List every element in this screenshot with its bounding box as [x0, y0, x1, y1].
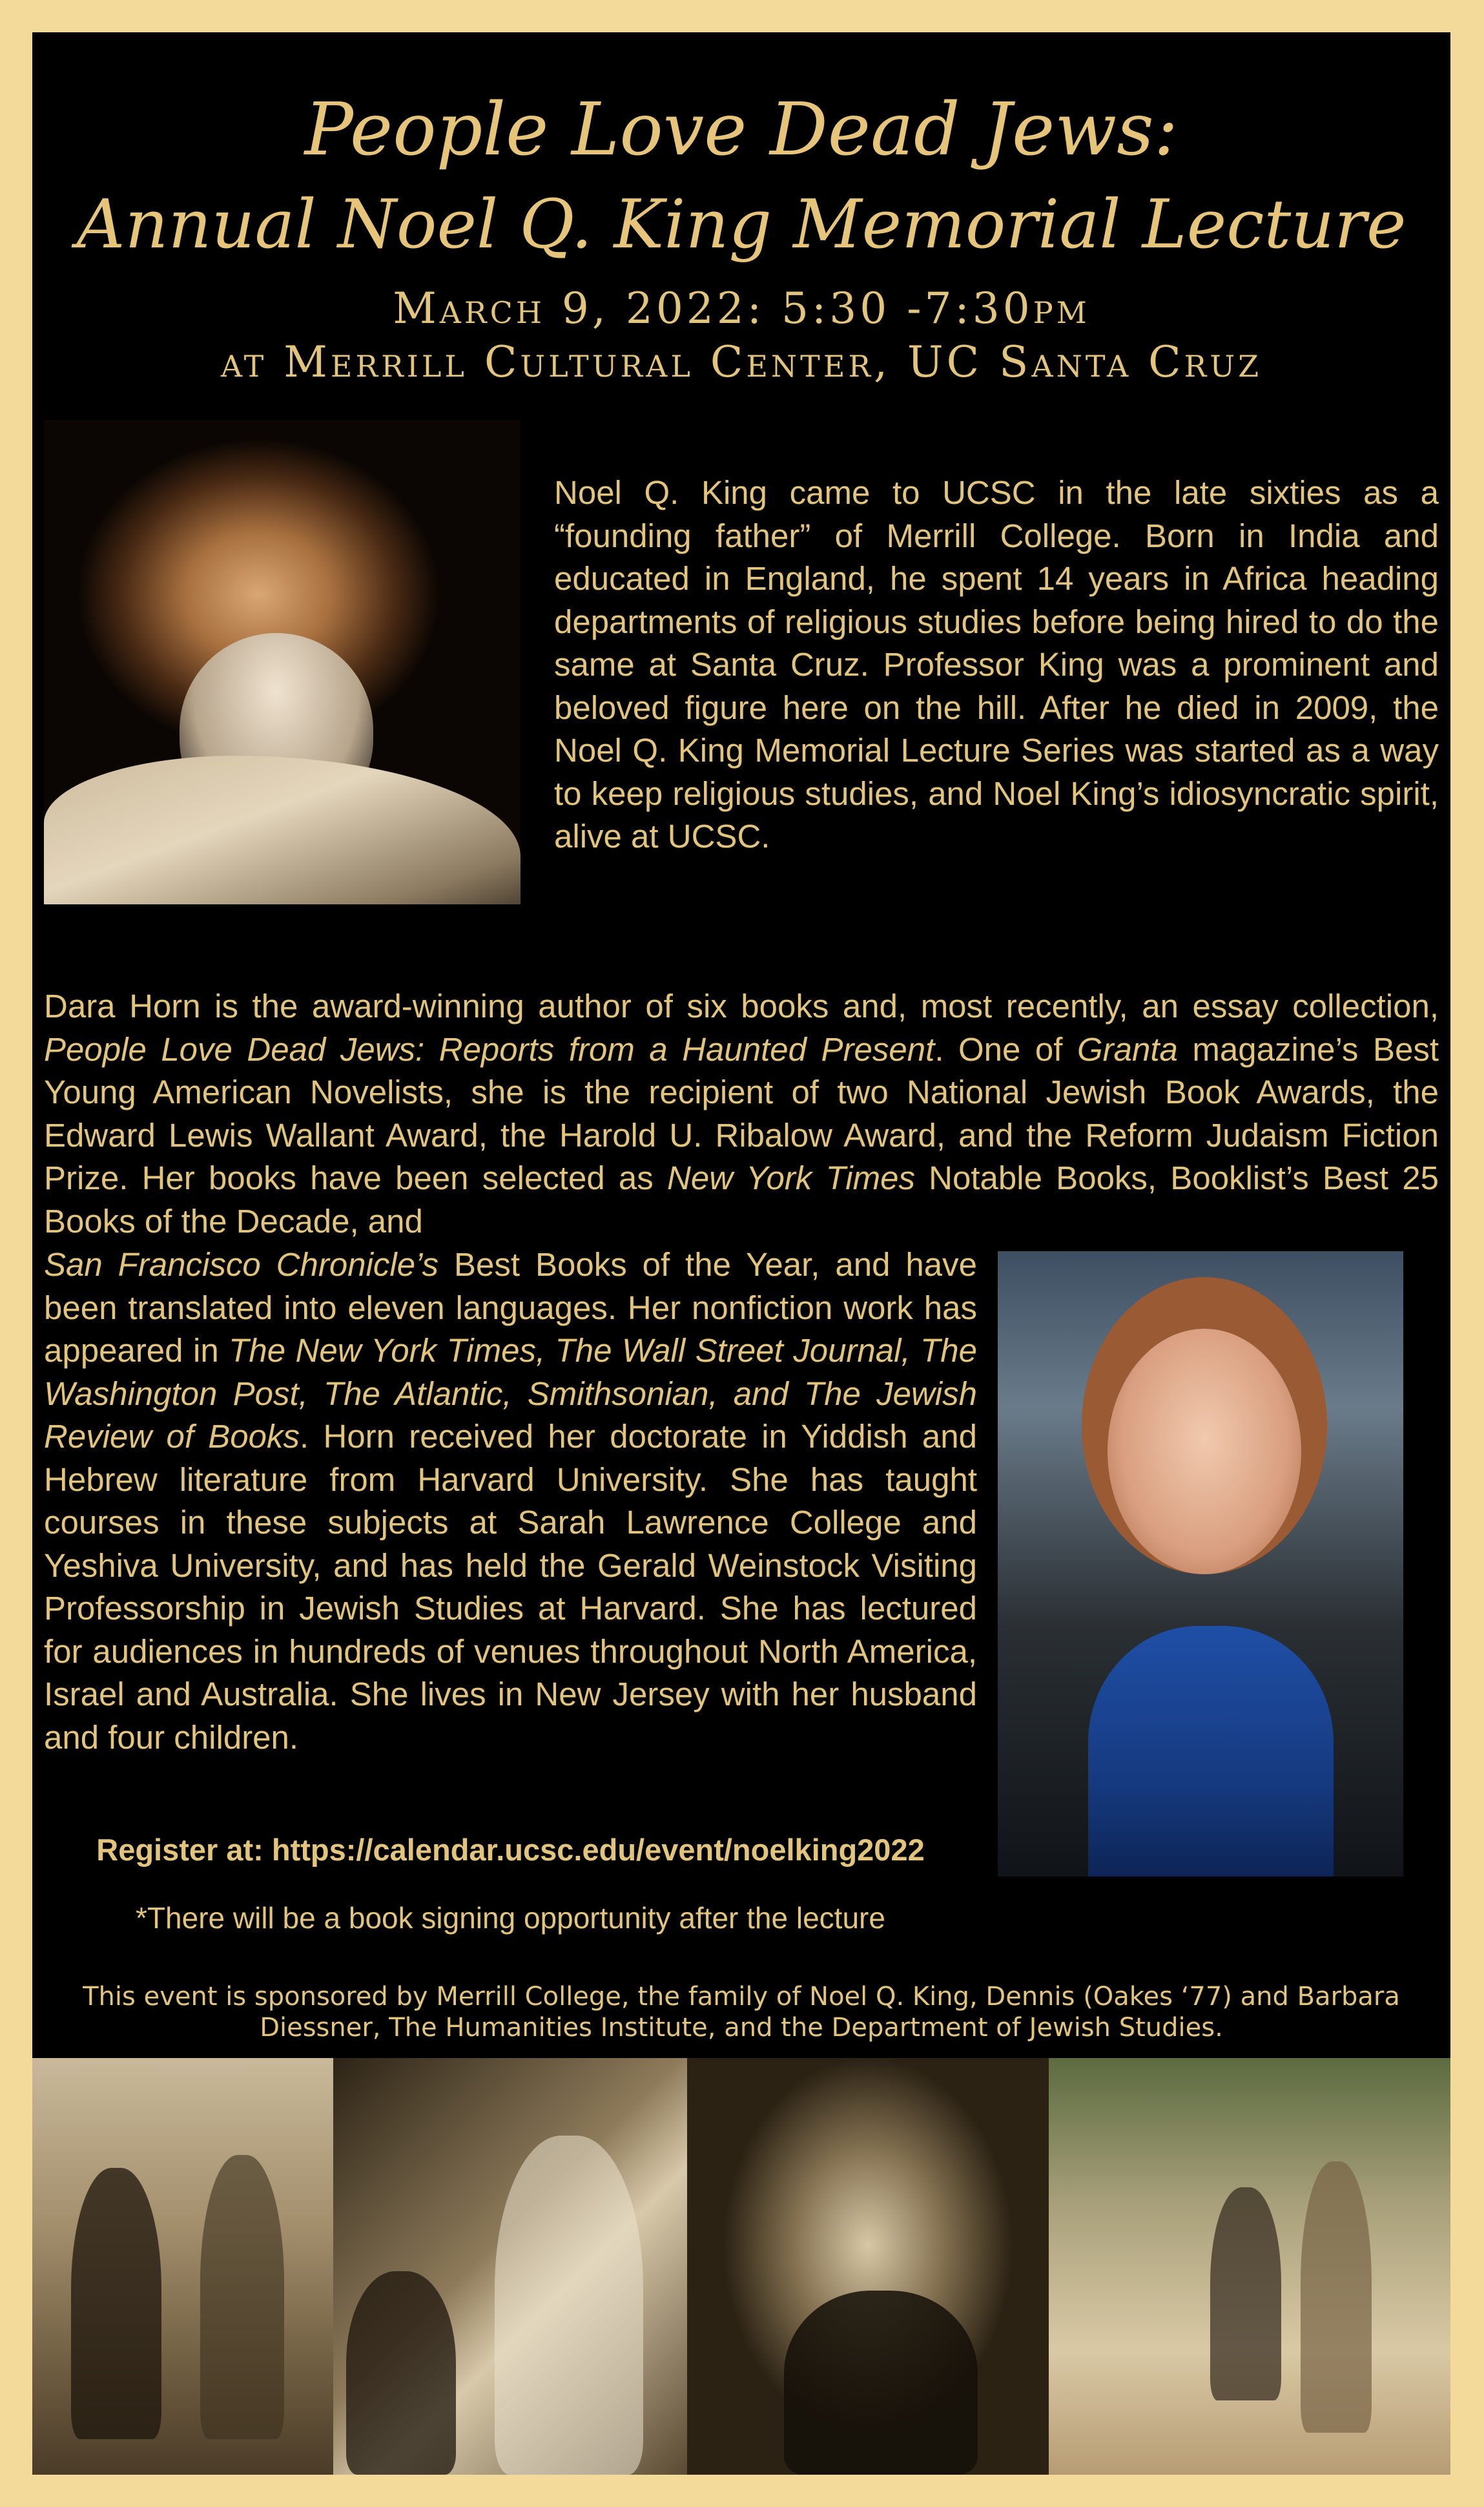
event-location: at Merrill Cultural Center, UC Santa Cruz — [220, 337, 1262, 387]
photo-figure-shape — [1210, 2187, 1281, 2400]
bio-text: magazine’s Best Young American Novelists, she is the recipient of two National Jewish Book Awards, the Edward Lewis Wallant Award, the Harold U. Ribalow Award, and the Reform Judaism Fiction Prize. Her books have been selected as — [44, 1030, 1439, 1196]
bio-text: . One of — [934, 1030, 1077, 1068]
book-title: People Love Dead Jews: Reports from a Haunted Present — [44, 1030, 935, 1068]
photo-figure-shape — [1301, 2161, 1372, 2433]
archive-photo-conversation — [32, 2058, 333, 2475]
photo-figure-shape — [200, 2155, 284, 2439]
bio-text: Best Books of the Year, and have been translated into eleven languages. Her nonfiction work has appeared in — [44, 1246, 977, 1369]
photo-figure-shape — [346, 2271, 456, 2475]
photo-figure-shape — [495, 2136, 643, 2475]
bio-text: Dara Horn is the award-winning author of six books and, most recently, an essay collection, — [44, 988, 1439, 1025]
book-signing-note: *There will be a book signing opportunity after the lecture — [136, 1901, 885, 1935]
portrait-face-shape — [1108, 1329, 1301, 1574]
event-date-time: March 9, 2022: 5:30 -7:30pm — [393, 284, 1090, 333]
dara-horn-bio-continued — [44, 1243, 977, 1759]
magazine-name: Granta — [1077, 1030, 1178, 1068]
dara-horn-portrait — [998, 1251, 1403, 1877]
archive-photo-with-children — [333, 2058, 687, 2475]
photo-figure-shape — [71, 2168, 161, 2439]
event-poster — [32, 32, 1450, 2475]
archive-photo-portrait — [687, 2058, 1049, 2475]
register-link[interactable]: Register at: https://calendar.ucsc.edu/event/noelking2022 — [96, 1833, 925, 1867]
portrait-blouse-shape — [1088, 1626, 1334, 1877]
publication-list: The New York Times, The Wall Street Journal, The Washington Post, The Atlantic, Smithsonian, and The Jewish Review of Books — [44, 1332, 977, 1455]
archive-photo-outdoor-gathering — [1049, 2058, 1450, 2475]
dara-horn-bio-intro — [44, 985, 1439, 1243]
bio-text: . Horn received her doctorate in Yiddish and Hebrew literature from Harvard University. She has taught courses in these subjects at Sarah Lawrence College and Yeshiva University, and has held the Gerald Weinstock Visiting Professorship in Jewish Studies at Harvard. She has lectured for audiences in hundreds of venues throughout North America, Israel and Australia. She lives in New Jersey with her husband and four children. — [44, 1418, 977, 1756]
photo-figure-shape — [784, 2291, 978, 2475]
noel-king-portrait — [44, 420, 520, 904]
noel-king-bio: Noel Q. King came to UCSC in the late sixties as a “founding father” of Merrill College. Born in India and educated in England, he spent 14 years in Africa heading departments of religious studies before being hired to do the same at Santa Cruz. Professor King was a prominent and beloved figure here on the hill. After he died in 2009, the Noel Q. King Memorial Lecture Series was started as a way to keep religious studies, and Noel King’s idiosyncratic spirit, alive at UCSC. — [554, 474, 1439, 855]
poster-title: People Love Dead Jews: — [304, 88, 1179, 172]
portrait-shawl-shape — [44, 756, 520, 904]
sponsor-credits: This event is sponsored by Merrill College, the family of Noel Q. King, Dennis (Oakes ‘77) and Barbara Diessner, The Humanities Institute, and the Department of Jewish Studies. — [83, 1982, 1400, 2043]
newspaper-name: New York Times — [667, 1160, 915, 1196]
poster-subtitle: Annual Noel Q. King Memorial Lecture — [76, 185, 1407, 264]
bio-text: Notable Books, Booklist’s Best 25 Books of the Decade, and — [44, 1160, 1439, 1240]
newspaper-name: San Francisco Chronicle’s — [44, 1246, 439, 1283]
